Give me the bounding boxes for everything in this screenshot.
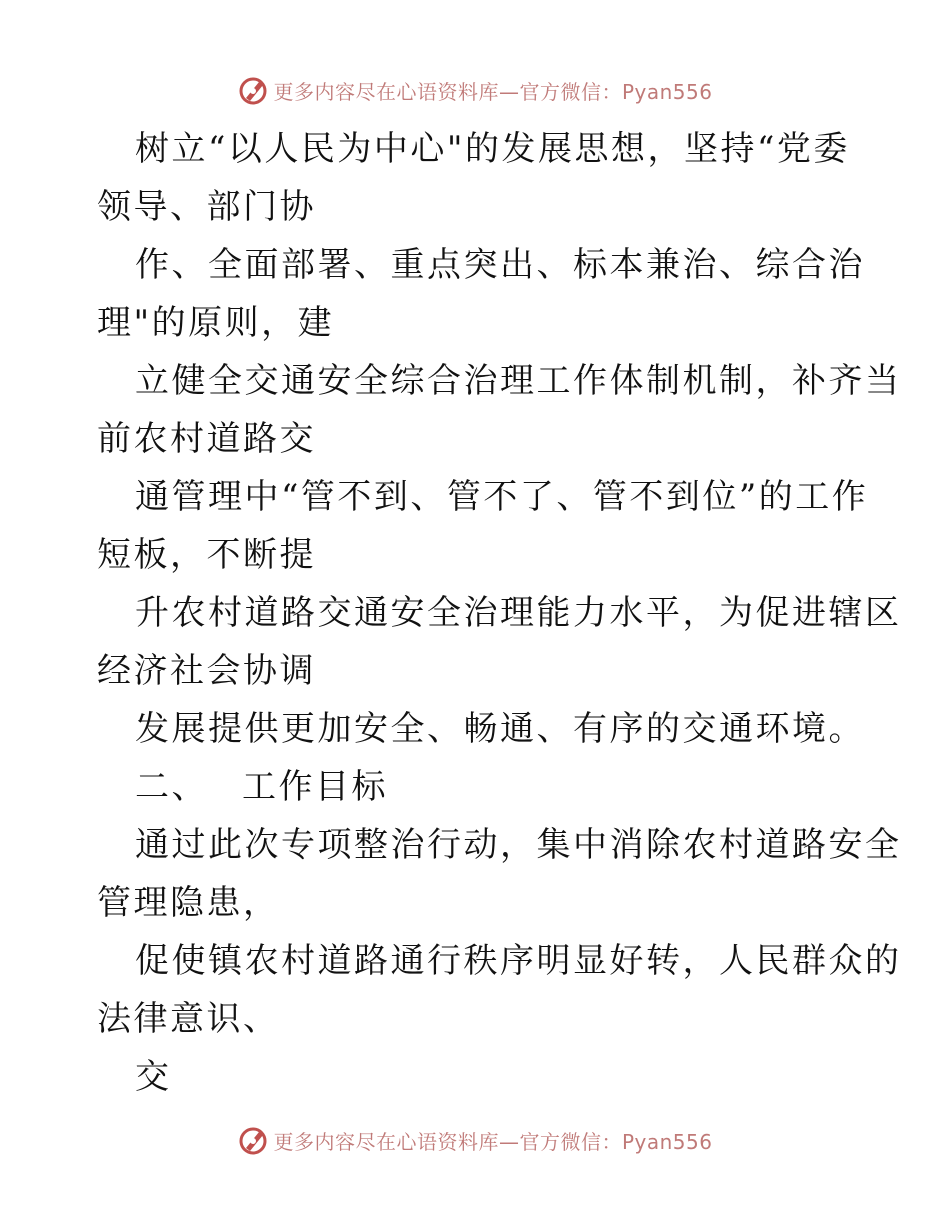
watermark-text: 更多内容尽在心语资料库—官方微信：Pyan556 xyxy=(273,79,713,104)
body-line: 通管理中“管不到、管不了、管不到位”的工作 xyxy=(135,477,869,517)
body-line: 短板，不断提 xyxy=(97,535,316,575)
pen-emblem-icon xyxy=(237,1124,269,1156)
body-line: 管理隐患， xyxy=(97,883,280,923)
section-title: 工作目标 xyxy=(242,767,388,807)
body-line: 理"的原则，建 xyxy=(97,303,335,343)
body-line: 促使镇农村道路通行秩序明显好转，人民群众的 xyxy=(135,941,902,981)
body-line: 经济社会协调 xyxy=(97,651,316,691)
body-line: 通过此次专项整治行动，集中消除农村道路安全 xyxy=(135,825,902,865)
pen-emblem-icon xyxy=(237,74,269,106)
body-line: 作、全面部署、重点突出、标本兼治、综合治 xyxy=(135,245,865,285)
section-number: 二、 xyxy=(135,767,208,807)
body-line: 交 xyxy=(135,1057,172,1097)
body-line: 发展提供更加安全、畅通、有序的交通环境。 xyxy=(135,709,865,749)
section-heading xyxy=(97,758,857,816)
body-line: 升农村道路交通安全治理能力水平，为促进辖区 xyxy=(135,593,902,633)
body-line: 前农村道路交 xyxy=(97,419,316,459)
footer-watermark xyxy=(0,1120,950,1160)
header-watermark xyxy=(0,70,950,110)
watermark-text: 更多内容尽在心语资料库—官方微信：Pyan556 xyxy=(273,1129,713,1154)
body-line: 领导、部门协 xyxy=(97,187,316,227)
body-line: 树立“以人民为中心"的发展思想，坚持“党委 xyxy=(135,129,850,169)
document-body xyxy=(97,120,902,1106)
body-line: 法律意识、 xyxy=(97,999,280,1039)
body-line: 立健全交通安全综合治理工作体制机制，补齐当 xyxy=(135,361,902,401)
